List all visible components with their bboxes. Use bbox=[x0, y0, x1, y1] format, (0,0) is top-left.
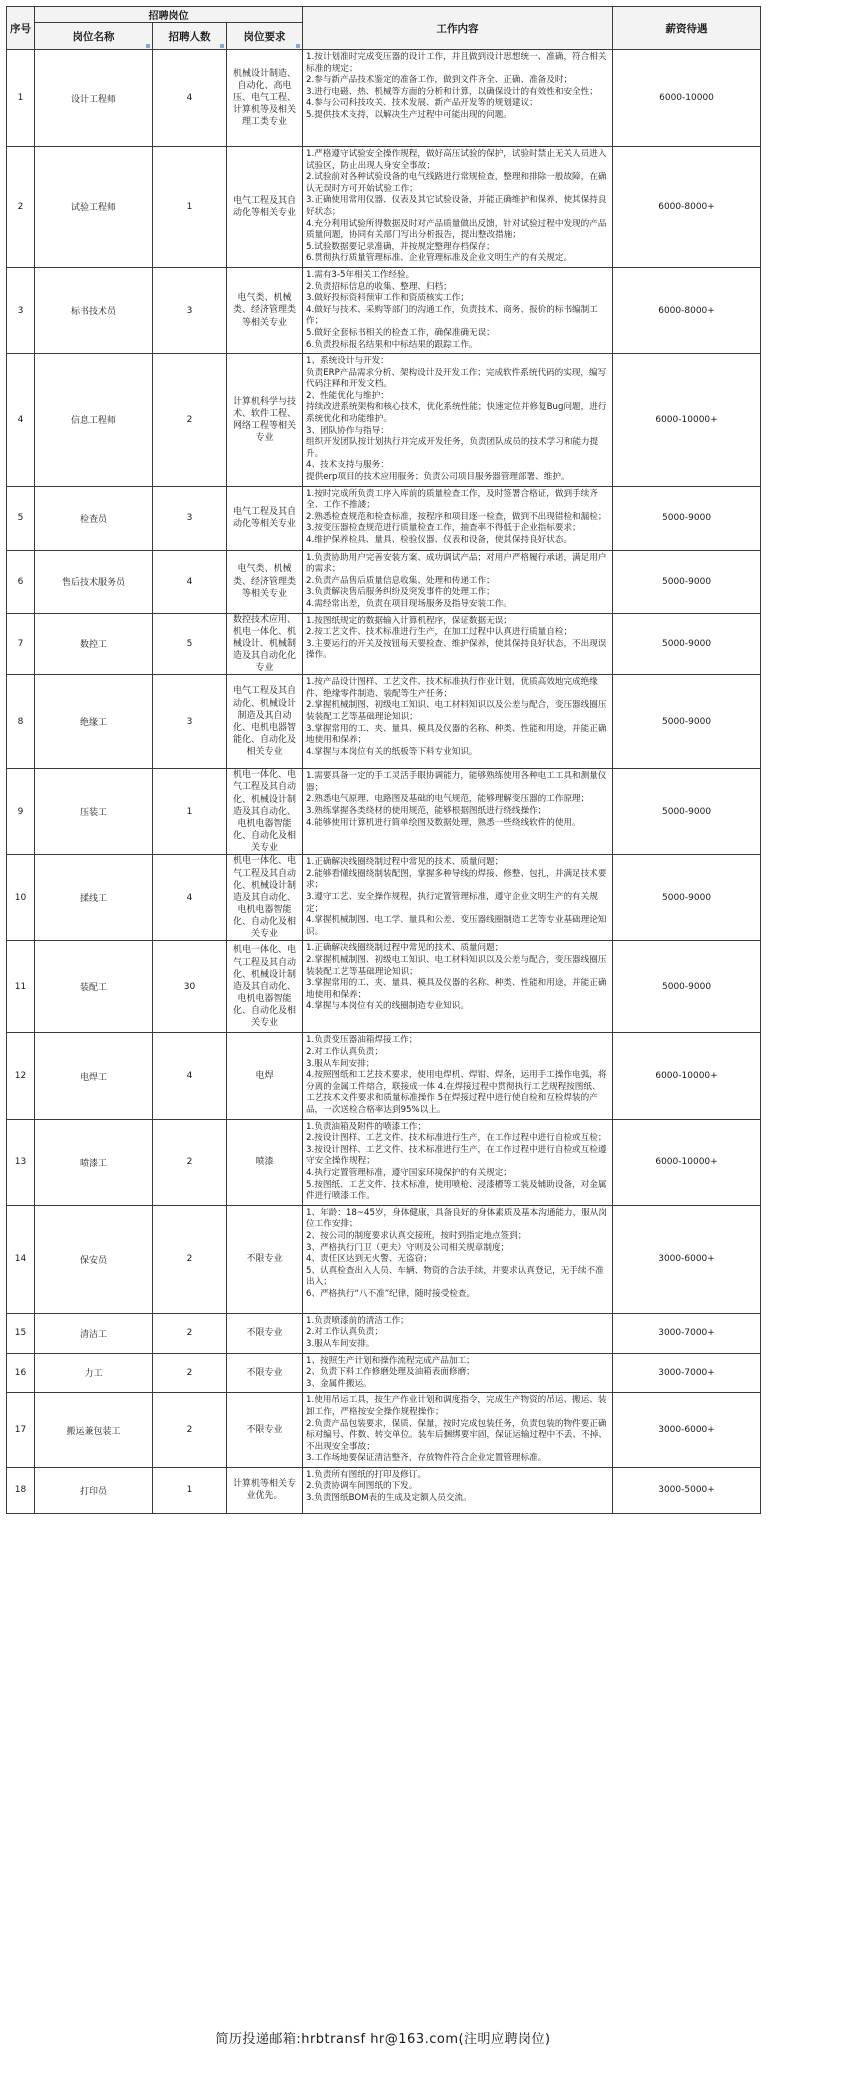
cell-seq[interactable]: 2 bbox=[7, 147, 35, 268]
table-row bbox=[7, 550, 761, 613]
table-row bbox=[7, 855, 761, 941]
resume-email-text: 简历投递邮箱:hrbtransf hr@163.com(注明应聘岗位) bbox=[215, 2032, 551, 2047]
cell-seq[interactable]: 13 bbox=[7, 1119, 35, 1205]
duty-line: 4.掌握与本岗位有关的纸板等下料专业知识。 bbox=[306, 746, 478, 757]
cell-position[interactable]: 试验工程师 bbox=[35, 147, 153, 268]
duty-line: 2.熟悉电气原理、电路图及基础的电气规范，能够理解变压器的工作原理； bbox=[306, 794, 590, 805]
cell-salary[interactable]: 5000-9000 bbox=[613, 486, 761, 550]
table-row bbox=[7, 675, 761, 769]
duty-line: 5、认真检查出入人员、车辆、物资的合法手续，并要求认真登记，无手续不准出入； bbox=[306, 1265, 604, 1288]
duty-line: 1.负责变压器油箱焊接工作； bbox=[306, 1035, 418, 1046]
cell-position[interactable]: 保安员 bbox=[35, 1205, 153, 1313]
cell-count[interactable]: 1 bbox=[153, 147, 227, 268]
cell-seq[interactable]: 5 bbox=[7, 486, 35, 550]
table-row bbox=[7, 147, 761, 268]
cell-count[interactable]: 2 bbox=[153, 1393, 227, 1468]
cell-position[interactable]: 装配工 bbox=[35, 941, 153, 1033]
duty-line: 1.按图纸规定的数据输入计算机程序，保证数据无误； bbox=[306, 615, 512, 626]
cell-seq[interactable]: 10 bbox=[7, 855, 35, 941]
cell-requirement[interactable]: 电气工程及其自动化等相关专业 bbox=[227, 147, 303, 268]
cell-count[interactable]: 2 bbox=[153, 1205, 227, 1313]
cell-salary[interactable]: 3000-6000+ bbox=[613, 1393, 761, 1468]
cell-requirement[interactable]: 数控技术应用、机电一体化、机械设计、机械制造及其自动化化专业 bbox=[227, 613, 303, 675]
cell-requirement[interactable]: 不限专业 bbox=[227, 1205, 303, 1313]
duty-line: 2、负责下料工作修磨处理及油箱表面修磨； bbox=[306, 1367, 475, 1378]
header-group-row bbox=[7, 7, 761, 23]
duty-line: 4.能够使用计算机进行简单绘图及数据处理，熟悉一些绕线软件的使用。 bbox=[306, 817, 581, 828]
duty-line: 3.按设计图样、工艺文件、技术标准进行生产，在工作过程中进行自检或互检遵守安全操作规程； bbox=[306, 1144, 607, 1167]
cell-requirement[interactable]: 机电一体化、电气工程及其自动化、机械设计制造及其自动化、电机电器智能化、自动化及相关专业 bbox=[227, 855, 303, 941]
cell-position[interactable]: 压装工 bbox=[35, 769, 153, 855]
cell-duties[interactable] bbox=[303, 354, 613, 487]
cell-duties[interactable] bbox=[303, 613, 613, 675]
duty-line: 5.做好全套标书相关的检查工作，确保准确无误； bbox=[306, 327, 495, 338]
duty-line: 4、责任区达到无火警、无盗窃； bbox=[306, 1254, 432, 1265]
cell-duties[interactable] bbox=[303, 769, 613, 855]
cell-position[interactable]: 力工 bbox=[35, 1353, 153, 1393]
table-row bbox=[7, 1467, 761, 1513]
duty-line: 3.服从车间安排； bbox=[306, 1058, 375, 1069]
table-row bbox=[7, 50, 761, 147]
cell-requirement[interactable]: 电气工程及其自动化等相关专业 bbox=[227, 486, 303, 550]
cell-requirement[interactable]: 计算机等相关专业优先。 bbox=[227, 1467, 303, 1513]
duty-line: 2.掌握机械制图、初级电工知识、电工材料知识以及公差与配合，变压器线圈压装装配工艺等基础理论知识； bbox=[306, 955, 607, 977]
duty-line: 1.需有3-5年相关工作经验。 bbox=[306, 269, 415, 280]
cell-salary[interactable]: 5000-9000 bbox=[613, 941, 761, 1033]
cell-position[interactable]: 信息工程师 bbox=[35, 354, 153, 487]
cell-count[interactable]: 1 bbox=[153, 1467, 227, 1513]
cell-salary[interactable]: 6000-10000+ bbox=[613, 354, 761, 487]
cell-requirement[interactable]: 电气工程及其自动化、机械设计制造及其自动化、电机电器智能化、自动化及相关专业 bbox=[227, 675, 303, 769]
cell-duties[interactable] bbox=[303, 1353, 613, 1393]
cell-position[interactable]: 搬运兼包装工 bbox=[35, 1393, 153, 1468]
duty-line: 2.按工艺文件、技术标准进行生产，在加工过程中认真进行质量自检； bbox=[306, 627, 573, 638]
cell-count[interactable]: 2 bbox=[153, 1313, 227, 1353]
duty-line: 3、金属件搬运。 bbox=[306, 1378, 372, 1389]
cell-duties[interactable] bbox=[303, 486, 613, 550]
cell-count[interactable]: 4 bbox=[153, 1033, 227, 1119]
header-position[interactable]: 岗位名称 bbox=[35, 23, 153, 50]
duty-line: 4.做好与技术、采购等部门的沟通工作，负责技术、商务、报价的标书编制工作； bbox=[306, 304, 598, 327]
cell-salary[interactable]: 3000-6000+ bbox=[613, 1205, 761, 1313]
header-requirement[interactable]: 岗位要求 bbox=[227, 23, 303, 50]
duty-line: 4.需经常出差，负责在项目现场服务及指导安装工作。 bbox=[306, 599, 512, 609]
duty-line: 1.严格遵守试验安全操作规程，做好高压试验的保护，试验时禁止无关人员进入试验区，防止出现人身安全事故； bbox=[306, 149, 607, 171]
cell-count[interactable]: 5 bbox=[153, 613, 227, 675]
cell-position[interactable]: 绝缘工 bbox=[35, 675, 153, 769]
duty-line: 3.进行电磁、热、机械等方面的分析和计算，以确保设计的有效性和安全性； bbox=[306, 86, 598, 97]
cell-requirement[interactable]: 机电一体化、电气工程及其自动化、机械设计制造及其自动化、电机电器智能化、自动化及相关专业 bbox=[227, 941, 303, 1033]
duty-line: 4.掌握与本岗位有关的线圈制造专业知识。 bbox=[306, 1001, 469, 1012]
duty-line: 1.需要具备一定的手工灵活手眼协调能力，能够熟练使用各种电工工具和测量仪器； bbox=[306, 771, 607, 793]
duty-line: 4.充分利用试验所得数据及时对产品质量做出反馈，针对试验过程中发现的产品质量问题，协同有关部门写出分析报告，提出整改措施； bbox=[306, 218, 607, 241]
duty-line: 2.掌握机械制图、初级电工知识、电工材料知识以及公差与配合，变压器线圈压装装配工艺等基础理论知识； bbox=[306, 700, 607, 723]
cell-count[interactable]: 2 bbox=[153, 1353, 227, 1393]
duty-line: 6.负责投标报名结果和中标结果的跟踪工作。 bbox=[306, 339, 478, 350]
duty-line: 3.负责解决售后服务纠纷及突发事件的处理工作； bbox=[306, 587, 495, 598]
table-row bbox=[7, 1033, 761, 1119]
duty-line: 3.熟练掌握各类绕材的使用规范，能够根据图纸进行绕线操作； bbox=[306, 806, 547, 817]
duty-line: 2.对工作认真负责； bbox=[306, 1047, 383, 1058]
cell-seq[interactable]: 9 bbox=[7, 769, 35, 855]
cell-position[interactable]: 揉线工 bbox=[35, 855, 153, 941]
cell-duties[interactable] bbox=[303, 855, 613, 941]
cell-salary[interactable]: 3000-7000+ bbox=[613, 1353, 761, 1393]
cell-salary[interactable]: 3000-5000+ bbox=[613, 1467, 761, 1513]
cell-salary[interactable]: 5000-9000 bbox=[613, 550, 761, 613]
cell-salary[interactable]: 5000-9000 bbox=[613, 675, 761, 769]
cell-count[interactable]: 4 bbox=[153, 855, 227, 941]
duty-line: 3.服从车间安排。 bbox=[306, 1338, 375, 1349]
table-row bbox=[7, 1205, 761, 1313]
duty-line: 1、系统设计与开发： bbox=[306, 356, 389, 367]
duty-line: 3.做好投标资料预审工作和资质核实工作； bbox=[306, 293, 469, 304]
cell-duties[interactable] bbox=[303, 550, 613, 613]
duty-line: 3、团队协作与指导： bbox=[306, 425, 389, 436]
duty-line: 2.对工作认真负责； bbox=[306, 1327, 383, 1338]
cell-duties[interactable] bbox=[303, 941, 613, 1033]
duty-line: 2.负责产品售后质量信息收集、处理和传递工作； bbox=[306, 575, 495, 586]
cell-salary[interactable]: 6000-8000+ bbox=[613, 147, 761, 268]
table-body bbox=[7, 50, 761, 1514]
cell-salary[interactable]: 3000-7000+ bbox=[613, 1313, 761, 1353]
duty-line: 4.按照图纸和工艺技术要求，使用电焊机、焊钳、焊条，运用手工操作电弧，将分离的金属工件熔合，联接成一体 4.在焊接过程中贯彻执行工艺规程按图纸、工艺技术文件要求和质量标准操作 5在焊接过程中进行使自检和互检焊装的产品，一次送检合格率达到95%以上。 bbox=[306, 1070, 607, 1115]
cell-position[interactable]: 电焊工 bbox=[35, 1033, 153, 1119]
recruitment-sheet bbox=[6, 6, 760, 1514]
table-row bbox=[7, 486, 761, 550]
duty-line: 2.能够看懂线圈绕制装配图，掌握多种导线的焊接、修整、包扎，并满足技术要求； bbox=[306, 868, 607, 891]
duty-line: 1.负责协助用户完善安装方案、成功调试产品；对用户严格履行承诺，满足用户的需求； bbox=[306, 552, 607, 575]
duty-line: 2.负责协调车间图纸的下发。 bbox=[306, 1481, 418, 1492]
cell-requirement[interactable]: 电焊 bbox=[227, 1033, 303, 1119]
cell-count[interactable]: 4 bbox=[153, 50, 227, 147]
cell-count[interactable]: 4 bbox=[153, 550, 227, 613]
table-row bbox=[7, 1353, 761, 1393]
cell-duties[interactable] bbox=[303, 1119, 613, 1205]
duty-line: 3.按变压器检查规范进行质量检查工作，抽查率不得低于企业指标要求； bbox=[306, 523, 581, 534]
table-row bbox=[7, 613, 761, 675]
cell-requirement[interactable]: 不限专业 bbox=[227, 1313, 303, 1353]
table-row bbox=[7, 1119, 761, 1205]
cell-salary[interactable]: 5000-9000 bbox=[613, 613, 761, 675]
cell-duties[interactable] bbox=[303, 1393, 613, 1468]
duty-line: 1.正确解决线圈绕制过程中常见的技术、质量问题； bbox=[306, 857, 504, 868]
duty-line: 4.维护保养检具、量具、检验仪器、仪表和设备，使其保持良好状态。 bbox=[306, 535, 573, 545]
cell-seq[interactable]: 18 bbox=[7, 1467, 35, 1513]
duty-line: 3.正确使用常用仪器、仪表及其它试验设备，并能正确维护和保养，使其保持良好状态； bbox=[306, 195, 607, 217]
cell-salary[interactable]: 6000-8000+ bbox=[613, 267, 761, 353]
duty-line: 3.负责图纸BOM表的生成及定额人员交流。 bbox=[306, 1493, 472, 1504]
duty-line: 5.按图纸、工艺文件、技术标准，使用喷枪、浸漆槽等工装及辅助设备，对金属件进行喷漆工作。 bbox=[306, 1179, 607, 1202]
cell-position[interactable]: 打印员 bbox=[35, 1467, 153, 1513]
duty-line: 2.负责产品包装要求，保质、保量，按时完成包装任务，负责包装的物件要正确标对编号、件数、转交单位。装车后捆绑要牢固，保证运输过程中不丢、不掉、不出现安全事故； bbox=[306, 1418, 607, 1452]
cell-seq[interactable]: 8 bbox=[7, 675, 35, 769]
cell-count[interactable]: 3 bbox=[153, 486, 227, 550]
duty-line: 1.正确解决线圈绕制过程中常见的技术、质量问题； bbox=[306, 943, 504, 954]
duty-line: 4.掌握机械制图、电工学、量具和公差、变压器线圈制造工艺等专业基础理论知识。 bbox=[306, 915, 607, 937]
cell-count[interactable]: 1 bbox=[153, 769, 227, 855]
cell-requirement[interactable]: 电气类、机械类、经济管理类等相关专业 bbox=[227, 267, 303, 353]
cell-duties[interactable] bbox=[303, 1313, 613, 1353]
cell-count[interactable]: 3 bbox=[153, 267, 227, 353]
cell-duties[interactable] bbox=[303, 267, 613, 353]
cell-position[interactable]: 清洁工 bbox=[35, 1313, 153, 1353]
table-row bbox=[7, 769, 761, 855]
footer bbox=[6, 1984, 760, 2074]
cell-position[interactable]: 标书技术员 bbox=[35, 267, 153, 353]
duty-line: 3.遵守工艺、安全操作规程，执行定置管理标准，遵守企业文明生产的有关规定； bbox=[306, 892, 598, 914]
filter-icon[interactable] bbox=[296, 44, 300, 48]
duty-line: 1、按照生产计划和操作流程完成产品加工； bbox=[306, 1355, 475, 1366]
filter-icon[interactable] bbox=[220, 44, 224, 48]
cell-seq[interactable]: 1 bbox=[7, 50, 35, 147]
duty-line: 2.参与新产品技术鉴定的准备工作，做到文件齐全、正确、准备及时； bbox=[306, 75, 573, 86]
cell-seq[interactable]: 4 bbox=[7, 354, 35, 487]
duty-line: 2.试验前对各种试验设备的电气线路进行常规检查，整理和排除一般故障，在确认无误时方可开始试验工作； bbox=[306, 172, 607, 194]
duty-line: 5.提供技术支持，以解决生产过程中可能出现的问题。 bbox=[306, 109, 512, 120]
table-row bbox=[7, 267, 761, 353]
header-seq[interactable]: 序号 bbox=[7, 7, 35, 50]
cell-requirement[interactable]: 机械设计制造、自动化、高电压、电气工程、计算机等及相关理工类专业 bbox=[227, 50, 303, 147]
duty-line: 4、技术支持与服务： bbox=[306, 460, 389, 471]
cell-salary[interactable]: 6000-10000+ bbox=[613, 1119, 761, 1205]
cell-position[interactable]: 检查员 bbox=[35, 486, 153, 550]
header-count[interactable]: 招聘人数 bbox=[153, 23, 227, 50]
duty-line: 1.按计划准时完成变压器的设计工作，并且做到设计思想统一、准确，符合相关标准的规定； bbox=[306, 52, 607, 74]
table-row bbox=[7, 354, 761, 487]
cell-count[interactable]: 2 bbox=[153, 1119, 227, 1205]
cell-salary[interactable]: 5000-9000 bbox=[613, 769, 761, 855]
duty-line: 4.参与公司科技攻关、技术发展、新产品开发等的规划建议； bbox=[306, 98, 538, 109]
cell-seq[interactable]: 15 bbox=[7, 1313, 35, 1353]
cell-duties[interactable] bbox=[303, 147, 613, 268]
duty-line: 3.掌握常用的工、夹、量具、模具及仪器的名称、种类、性能和用途，并能正确地使用和保养； bbox=[306, 723, 607, 746]
duty-line: 2、性能优化与维护： bbox=[306, 390, 389, 401]
cell-count[interactable]: 30 bbox=[153, 941, 227, 1033]
duty-line: 1.按时完成所负责工序入库前的质量检查工作，及时签署合格证，做到手续齐全、工作不推諉； bbox=[306, 488, 598, 511]
duty-line: 2.按设计图样、工艺文件、技术标准进行生产，在工作过程中进行自检或互检； bbox=[306, 1133, 607, 1144]
cell-seq[interactable]: 12 bbox=[7, 1033, 35, 1119]
duty-line: 1.负责油箱及附件的喷漆工作； bbox=[306, 1121, 426, 1132]
table-row bbox=[7, 1393, 761, 1468]
cell-duties[interactable] bbox=[303, 675, 613, 769]
cell-position[interactable]: 设计工程师 bbox=[35, 50, 153, 147]
cell-requirement[interactable]: 计算机科学与技术、软件工程、网络工程等相关专业 bbox=[227, 354, 303, 487]
cell-count[interactable]: 2 bbox=[153, 354, 227, 487]
cell-requirement[interactable]: 不限专业 bbox=[227, 1353, 303, 1393]
duty-line: 1.负责所有图纸的打印及修订。 bbox=[306, 1469, 426, 1480]
duty-line: 提供erp项目的技术应用服务；负责公司项目服务器管理部署、维护。 bbox=[306, 472, 570, 483]
duty-line: 5.试验数据要记录准确，并按规定整理存档保存； bbox=[306, 241, 495, 252]
table-row bbox=[7, 1313, 761, 1353]
duty-line: 3、严格执行门卫（更夫）守则及公司相关规章制度； bbox=[306, 1242, 510, 1253]
duty-line: 2.负责招标信息的收集、整理、归档； bbox=[306, 281, 452, 292]
duty-line: 1.使用吊运工具，按生产作业计划和调度指令，完成生产物资的吊运、搬运、装卸工作，严格按安全操作规程操作； bbox=[306, 1395, 607, 1417]
duty-line: 负责ERP产品需求分析、架构设计及开发工作；完成软件系统代码的实现，编写代码注释和开发文档。 bbox=[306, 367, 607, 390]
duty-line: 2、按公司的制度要求认真交接班，按时到指定地点签到； bbox=[306, 1230, 527, 1241]
duty-line: 6.贯彻执行质量管理标准、企业管理标准及企业文明生产的有关规定。 bbox=[306, 253, 573, 264]
cell-seq[interactable]: 14 bbox=[7, 1205, 35, 1313]
duty-line: 持续改进系统架构和核心技术，优化系统性能；快速定位并修复Bug问题，进行系统优化和功能维护。 bbox=[306, 402, 607, 425]
duty-line: 1.按产品设计图样、工艺文件、技术标准执行作业计划，优质高效地完成绝缘件、绝缘零件制造、装配等生产任务； bbox=[306, 677, 598, 699]
duty-line: 2.熟悉检查规范和检查标准，按程序和项目逐一检查，做到不出现错检和漏检； bbox=[306, 511, 607, 522]
cell-seq[interactable]: 16 bbox=[7, 1353, 35, 1393]
cell-count[interactable]: 3 bbox=[153, 675, 227, 769]
cell-requirement[interactable]: 机电一体化、电气工程及其自动化、机械设计制造及其自动化、电机电器智能化、自动化及相关专业 bbox=[227, 769, 303, 855]
table-row bbox=[7, 941, 761, 1033]
cell-duties[interactable] bbox=[303, 1033, 613, 1119]
cell-requirement[interactable]: 不限专业 bbox=[227, 1393, 303, 1468]
duty-line: 4.执行定置管理标准，遵守国家环境保护的有关规定； bbox=[306, 1167, 512, 1178]
filter-icon[interactable] bbox=[146, 44, 150, 48]
duty-line: 组织开发团队按计划执行并完成开发任务，负责团队成员的技术学习和能力提升。 bbox=[306, 437, 599, 459]
cell-seq[interactable]: 6 bbox=[7, 550, 35, 613]
job-table bbox=[6, 6, 761, 1514]
cell-seq[interactable]: 11 bbox=[7, 941, 35, 1033]
cell-seq[interactable]: 7 bbox=[7, 613, 35, 675]
duty-line: 3.主要运行的开关及按钮每天要检查、维护保养，使其保持良好状态，不出现误操作。 bbox=[306, 638, 607, 661]
header-group: 招聘岗位 bbox=[35, 7, 303, 23]
header-duties[interactable]: 工作内容 bbox=[303, 7, 613, 50]
cell-duties[interactable] bbox=[303, 1467, 613, 1513]
cell-seq[interactable]: 3 bbox=[7, 267, 35, 353]
cell-duties[interactable] bbox=[303, 1205, 613, 1313]
duty-line: 6、严格执行“八不准”纪律，随时接受检查。 bbox=[306, 1288, 476, 1299]
cell-seq[interactable]: 17 bbox=[7, 1393, 35, 1468]
duty-line: 3.工作场地要保证清洁整齐，存放物件符合企业定置管理标准。 bbox=[306, 1453, 547, 1464]
duty-line: 1、年龄：18~45岁，身体健康，具备良好的身体素质及基本沟通能力，服从岗位工作安排； bbox=[306, 1207, 607, 1230]
duty-line: 3.掌握常用的工、夹、量具、模具及仪器的名称、种类、性能和用途，并能正确地使用和保养； bbox=[306, 978, 607, 1000]
cell-salary[interactable]: 5000-9000 bbox=[613, 855, 761, 941]
cell-duties[interactable] bbox=[303, 50, 613, 147]
duty-line: 1.负责喷漆前的清洁工作； bbox=[306, 1315, 409, 1326]
cell-requirement[interactable]: 电气类、机械类、经济管理类等相关专业 bbox=[227, 550, 303, 613]
header-salary[interactable]: 薪资待遇 bbox=[613, 7, 761, 50]
cell-requirement[interactable]: 喷漆 bbox=[227, 1119, 303, 1205]
cell-salary[interactable]: 6000-10000+ bbox=[613, 1033, 761, 1119]
cell-position[interactable]: 喷漆工 bbox=[35, 1119, 153, 1205]
cell-salary[interactable]: 6000-10000 bbox=[613, 50, 761, 147]
cell-position[interactable]: 售后技术服务员 bbox=[35, 550, 153, 613]
cell-position[interactable]: 数控工 bbox=[35, 613, 153, 675]
